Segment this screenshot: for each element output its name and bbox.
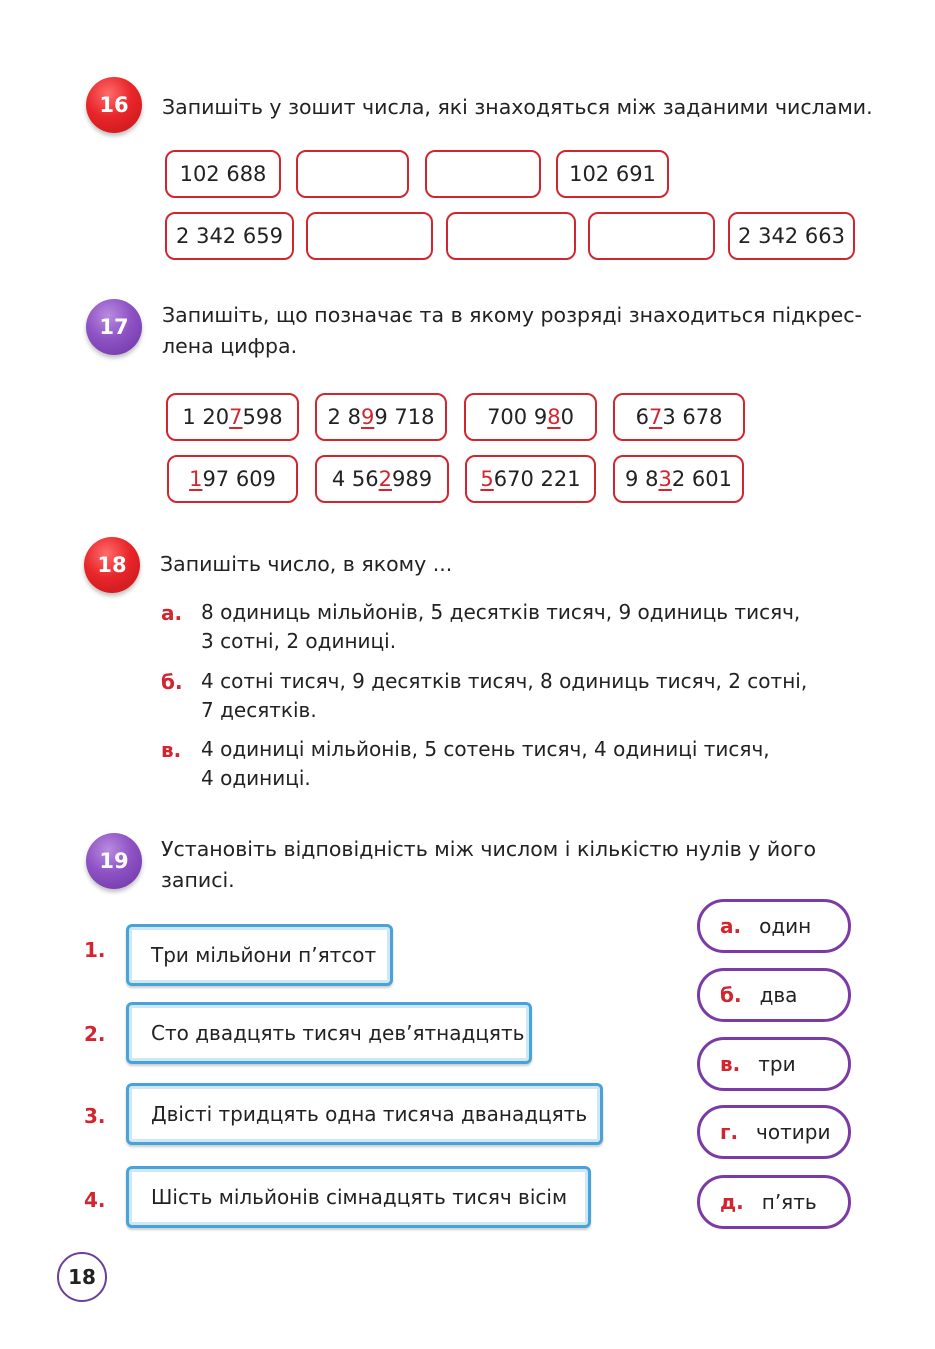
underlined-number-box [464, 393, 597, 441]
underlined-digit: 9 [360, 405, 375, 429]
number-suffix: 2 601 [671, 467, 732, 491]
item-letter-v: в. [161, 738, 182, 762]
number-prefix: 700 9 [487, 405, 548, 429]
underlined-digit: 7 [229, 405, 243, 429]
task-17-instruction-line2: лена цифра. [162, 334, 298, 358]
answer-letter: а. [720, 914, 742, 938]
underlined-number-box [166, 393, 299, 441]
underlined-digit: 5 [480, 467, 494, 491]
empty-box[interactable] [588, 212, 715, 260]
answer-letter: в. [720, 1052, 741, 1076]
underlined-digit: 8 [547, 405, 561, 429]
underlined-digit: 2 [378, 467, 393, 491]
number-prefix: 6 [635, 405, 649, 429]
number-box: 102 691 [556, 150, 669, 198]
match-phrase-2[interactable]: Сто двадцять тисяч дев’ятнадцять [126, 1002, 532, 1064]
task-18-badge: 18 [84, 537, 140, 593]
answer-text: чотири [756, 1120, 831, 1144]
match-phrase-3[interactable]: Двісті тридцять одна тисяча дванадцять [126, 1083, 603, 1145]
underlined-number-box [465, 455, 596, 503]
match-number-3: 3. [84, 1104, 106, 1128]
number-suffix: 0 [560, 405, 574, 429]
underlined-number-box [613, 393, 745, 441]
match-number-4: 4. [84, 1188, 106, 1212]
underlined-digit: 7 [648, 405, 663, 429]
number-suffix: 9 718 [374, 405, 435, 429]
item-b-line2: 7 десятків. [201, 698, 317, 722]
page-number: 18 [57, 1252, 107, 1302]
empty-box[interactable] [425, 150, 541, 198]
number-box: 2 342 663 [728, 212, 855, 260]
item-a-line1: 8 одиниць мільйонів, 5 десятків тисяч, 9 одиниць тисяч, [201, 600, 801, 624]
number-suffix: 3 678 [662, 405, 723, 429]
match-number-1: 1. [84, 938, 106, 962]
answer-pill-d[interactable] [697, 1175, 851, 1229]
item-v-line1: 4 одиниці мільйонів, 5 сотень тисяч, 4 одиниці тисяч, [201, 737, 770, 761]
task-18-instruction: Запишіть число, в якому ... [160, 552, 453, 576]
number-suffix: 598 [242, 405, 283, 429]
item-v-line2: 4 одиниці. [201, 766, 311, 790]
answer-text: один [759, 914, 812, 938]
answer-text: два [759, 983, 798, 1007]
task-17-instruction-line1: Запишіть, що позначає та в якому розряді знаходиться підкрес- [162, 303, 862, 327]
underlined-number-box [167, 455, 298, 503]
task-19-instruction-line1: Установіть відповідність між числом і кількістю нулів у його [161, 837, 817, 861]
item-b-line1: 4 сотні тисяч, 9 десятків тисяч, 8 одиниць тисяч, 2 сотні, [201, 669, 808, 693]
empty-box[interactable] [296, 150, 409, 198]
number-prefix: 2 8 [327, 405, 361, 429]
number-suffix: 989 [392, 467, 433, 491]
number-box: 2 342 659 [165, 212, 294, 260]
number-box: 102 688 [165, 150, 281, 198]
number-prefix: 1 20 [182, 405, 230, 429]
match-phrase-4[interactable]: Шість мільйонів сімнадцять тисяч вісім [126, 1166, 591, 1228]
match-phrase-1[interactable]: Три мільйони п’ятсот [126, 924, 393, 986]
empty-box[interactable] [446, 212, 576, 260]
number-suffix: 97 609 [202, 467, 276, 491]
item-a-line2: 3 сотні, 2 одиниці. [201, 629, 397, 653]
task-16-instruction: Запишіть у зошит числа, які знаходяться між заданими числами. [162, 95, 873, 119]
answer-text: п’ять [761, 1190, 817, 1214]
answer-text: три [758, 1052, 796, 1076]
task-19-instruction-line2: записі. [161, 868, 235, 892]
answer-letter: б. [720, 983, 742, 1007]
underlined-digit: 1 [189, 467, 203, 491]
answer-pill-b[interactable] [697, 968, 851, 1022]
number-prefix: 9 8 [625, 467, 659, 491]
underlined-number-box [315, 455, 449, 503]
item-letter-b: б. [161, 670, 183, 694]
answer-letter: г. [720, 1120, 739, 1144]
number-prefix: 4 56 [331, 467, 379, 491]
empty-box[interactable] [306, 212, 433, 260]
number-suffix: 670 221 [493, 467, 581, 491]
match-number-2: 2. [84, 1022, 106, 1046]
answer-pill-a[interactable] [697, 899, 851, 953]
answer-pill-v[interactable] [697, 1037, 851, 1091]
task-19-badge: 19 [86, 833, 142, 889]
task-17-badge: 17 [86, 299, 142, 355]
answer-letter: д. [720, 1190, 744, 1214]
task-16-badge: 16 [86, 77, 142, 133]
answer-pill-g[interactable] [697, 1105, 851, 1159]
underlined-number-box [315, 393, 447, 441]
underlined-number-box [613, 455, 744, 503]
item-letter-a: а. [161, 601, 183, 625]
underlined-digit: 3 [658, 467, 672, 491]
